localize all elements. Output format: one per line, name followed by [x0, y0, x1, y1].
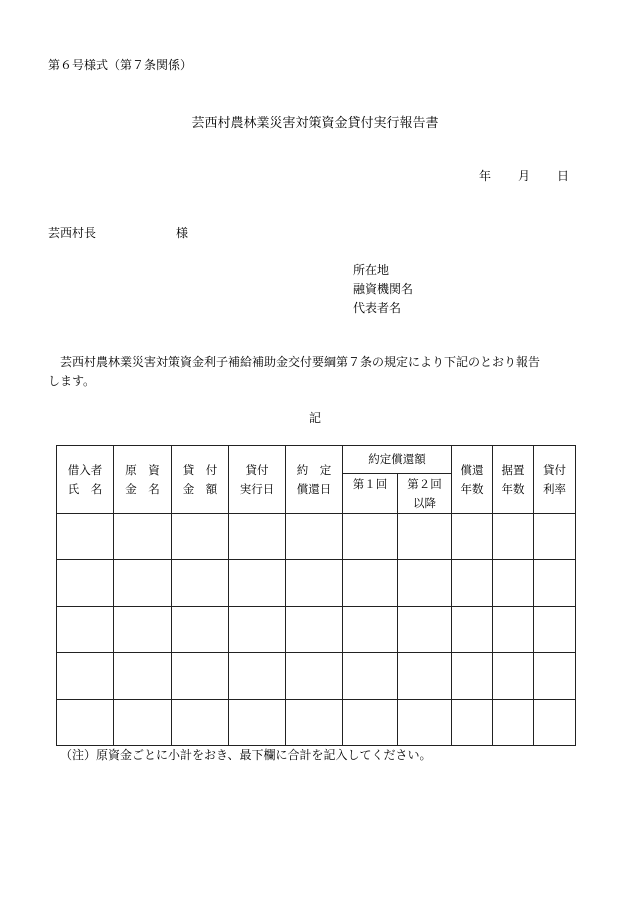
table-cell[interactable]: [493, 560, 534, 607]
header-agreed-repayment-date: 約 定 償還日: [286, 446, 343, 514]
date-day-label: 日: [557, 169, 570, 183]
table-cell[interactable]: [343, 560, 398, 607]
table-row: [57, 514, 576, 560]
table-cell[interactable]: [172, 700, 229, 746]
header-repayment-years: 償還 年数: [452, 446, 493, 514]
table-cell[interactable]: [493, 653, 534, 700]
table-cell[interactable]: [286, 700, 343, 746]
table-cell[interactable]: [286, 653, 343, 700]
ki-heading: 記: [308, 411, 321, 425]
body-line-2: します。: [48, 374, 96, 388]
header-loan-amount: 貸 付 金 額: [172, 446, 229, 514]
table-cell[interactable]: [286, 607, 343, 653]
table-cell[interactable]: [286, 560, 343, 607]
table-cell[interactable]: [229, 607, 286, 653]
table-cell[interactable]: [398, 700, 452, 746]
table-cell[interactable]: [57, 607, 114, 653]
table-cell[interactable]: [398, 607, 452, 653]
table-cell[interactable]: [172, 607, 229, 653]
sender-address-label: 所在地: [353, 263, 390, 277]
table-row: [57, 653, 576, 700]
table-cell[interactable]: [452, 514, 493, 560]
table-cell[interactable]: [534, 514, 576, 560]
footnote: （注）原資金ごとに小計をおき、最下欄に合計を記入してください。: [60, 748, 432, 762]
header-borrower-name: 借入者 氏 名: [57, 446, 114, 514]
body-line-1: 芸西村農林業災害対策資金利子補給補助金交付要綱第７条の規定により下記のとおり報告: [60, 355, 541, 369]
table-row: [57, 700, 576, 746]
table-cell[interactable]: [114, 700, 172, 746]
header-second-onward: 第２回 以降: [398, 474, 452, 514]
header-grace-years: 据置 年数: [493, 446, 534, 514]
table-cell[interactable]: [343, 653, 398, 700]
table-cell[interactable]: [229, 560, 286, 607]
header-agreed-repayment-amount: 約定償還額: [343, 446, 452, 474]
table-cell[interactable]: [493, 700, 534, 746]
table-cell[interactable]: [534, 607, 576, 653]
table-cell[interactable]: [114, 560, 172, 607]
sender-institution-label: 融資機関名: [353, 282, 414, 296]
table-cell[interactable]: [57, 700, 114, 746]
table-cell[interactable]: [229, 700, 286, 746]
table-cell[interactable]: [229, 653, 286, 700]
table-cell[interactable]: [398, 560, 452, 607]
table-cell[interactable]: [534, 653, 576, 700]
header-first-installment: 第１回: [343, 474, 398, 514]
table-cell[interactable]: [493, 514, 534, 560]
table-cell[interactable]: [493, 607, 534, 653]
table-cell[interactable]: [398, 514, 452, 560]
body-paragraph: [48, 353, 580, 391]
table-cell[interactable]: [57, 653, 114, 700]
table-cell[interactable]: [172, 514, 229, 560]
header-loan-interest-rate: 貸付 利率: [534, 446, 576, 514]
document-title: 芸西村農林業災害対策資金貸付実行報告書: [191, 116, 439, 131]
table-cell[interactable]: [172, 560, 229, 607]
form-number: 第６号様式（第７条関係）: [48, 58, 193, 72]
date-month-label: 月: [518, 169, 531, 183]
addressee-name: 芸西村長: [48, 226, 97, 240]
table-cell[interactable]: [114, 653, 172, 700]
table-cell[interactable]: [57, 560, 114, 607]
date-year-label: 年: [479, 169, 492, 183]
report-table: [56, 445, 576, 746]
table-cell[interactable]: [452, 607, 493, 653]
table-cell[interactable]: [452, 560, 493, 607]
header-fund-name: 原 資 金 名: [114, 446, 172, 514]
table-cell[interactable]: [398, 653, 452, 700]
table-cell[interactable]: [286, 514, 343, 560]
table-cell[interactable]: [534, 700, 576, 746]
sender-representative-label: 代表者名: [353, 301, 402, 315]
table-cell[interactable]: [114, 607, 172, 653]
table-cell[interactable]: [452, 700, 493, 746]
table-cell[interactable]: [57, 514, 114, 560]
table-row: [57, 560, 576, 607]
table-cell[interactable]: [452, 653, 493, 700]
table-cell[interactable]: [534, 560, 576, 607]
table-cell[interactable]: [229, 514, 286, 560]
table-cell[interactable]: [343, 514, 398, 560]
table-cell[interactable]: [343, 700, 398, 746]
addressee-honorific: 様: [176, 226, 189, 240]
header-loan-execution-date: 貸付 実行日: [229, 446, 286, 514]
table-cell[interactable]: [343, 607, 398, 653]
table-row: [57, 607, 576, 653]
table-cell[interactable]: [114, 514, 172, 560]
table-cell[interactable]: [172, 653, 229, 700]
